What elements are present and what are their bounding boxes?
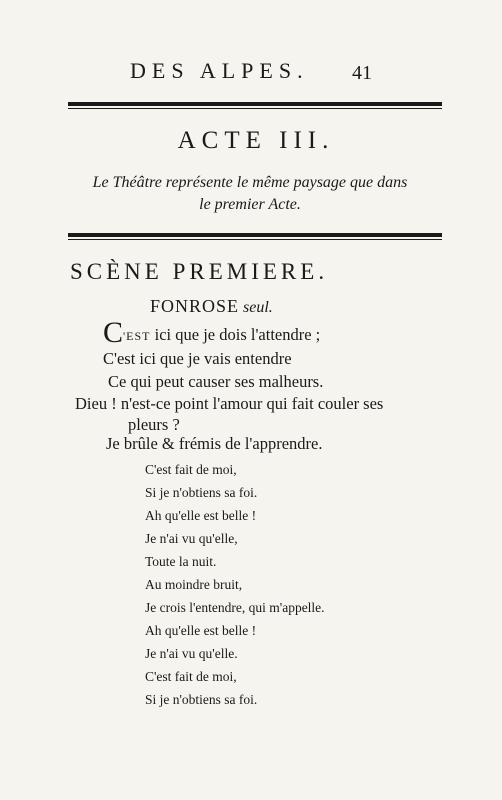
verse-line-4: Dieu ! n'est-ce point l'amour qui fait couler ses [75,394,384,413]
top-rule [68,102,442,106]
verse-line-1 [103,316,321,349]
song-line: C'est fait de moi, [145,462,237,477]
speaker-heading [150,296,273,317]
song-line: Toute la nuit. [145,554,217,569]
verse-line-2: C'est ici que je vais entendre [103,349,292,368]
act-rule-thin [68,239,442,240]
speaker-name: FONROSE [150,296,240,316]
song-line: Ah qu'elle est belle ! [145,623,257,638]
verse-line-1-rest: ici que je dois l'attendre ; [154,325,321,344]
song-line: C'est fait de moi, [145,669,237,684]
drop-cap: C [103,316,124,349]
song-line: Si je n'obtiens sa foi. [145,485,258,500]
verse-line-5: pleurs ? [128,415,180,434]
verse-line-6: Je brûle & frémis de l'apprendre. [106,434,323,453]
act-rule [68,233,442,237]
page-number: 41 [352,62,372,84]
act-title: ACTE III. [177,127,335,154]
speaker-note: seul. [243,299,273,316]
top-rule-thin [68,108,442,109]
running-title: DES ALPES. [130,58,309,83]
song-line: Ah qu'elle est belle ! [145,508,257,523]
verse-line-3: Ce qui peut causer ses malheurs. [108,372,324,391]
verse-smallcaps: 'EST [123,329,151,343]
song-line: Je n'ai vu qu'elle, [145,531,238,546]
scene-title: SCÈNE PREMIERE. [70,259,329,284]
song-line: Je crois l'entendre, qui m'appelle. [145,600,325,615]
stage-direction-line-2: le premier Acte. [199,196,301,213]
song-line: Au moindre bruit, [145,577,243,592]
song-line: Je n'ai vu qu'elle. [145,646,238,661]
song-line: Si je n'obtiens sa foi. [145,692,258,707]
stage-direction-line-1: Le Théâtre représente le même paysage que dans [92,174,408,191]
